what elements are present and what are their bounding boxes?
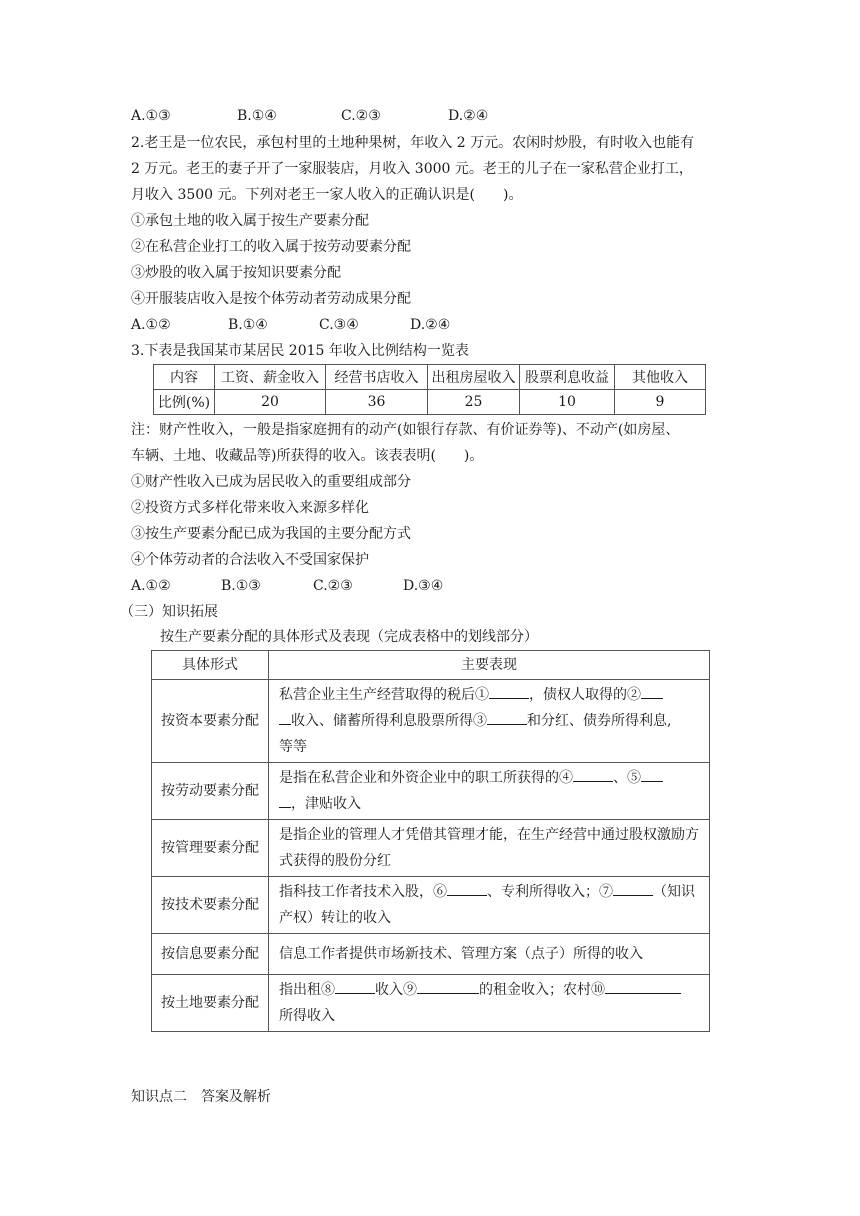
table-header-cell: 经营书店收入 bbox=[326, 365, 428, 390]
q3-options bbox=[131, 576, 443, 596]
description-cell: 是指企业的管理人才凭借其管理才能，在生产经营中通过股权激励方式获得的股份分红 bbox=[269, 820, 710, 877]
table-header-row bbox=[152, 651, 710, 680]
text-segment: 所得收入 bbox=[279, 1008, 335, 1024]
q3-title: 3.下表是我国某市某居民 2015 年收入比例结构一览表 bbox=[131, 343, 469, 359]
option: A.①② bbox=[131, 578, 171, 594]
table-header-cell: 工资、薪金收入 bbox=[215, 365, 326, 390]
q2-statement: ②在私营企业打工的收入属于按劳动要素分配 bbox=[131, 239, 411, 255]
blank-9 bbox=[417, 978, 479, 994]
table-row bbox=[152, 934, 710, 975]
description-cell bbox=[269, 877, 710, 934]
form-cell: 按管理要素分配 bbox=[152, 820, 269, 877]
text-segment: 、专利所得收入；⑦ bbox=[487, 884, 613, 900]
q2-statement: ③炒股的收入属于按知识要素分配 bbox=[131, 265, 341, 281]
blank-3 bbox=[487, 709, 527, 725]
option: C.③④ bbox=[319, 317, 359, 333]
blank-6 bbox=[447, 880, 487, 896]
description-cell bbox=[269, 975, 710, 1032]
form-cell: 按信息要素分配 bbox=[152, 934, 269, 975]
text-segment: 和分红、债券所得利息, bbox=[527, 713, 672, 729]
table-header-row bbox=[154, 365, 706, 390]
form-cell: 按劳动要素分配 bbox=[152, 763, 269, 820]
text-segment: 私营企业主生产经营取得的税后① bbox=[279, 687, 489, 703]
footer-heading: 知识点二 答案及解析 bbox=[131, 1089, 271, 1105]
table-row bbox=[152, 680, 710, 763]
table-header-cell: 股票利息收益 bbox=[520, 365, 615, 390]
form-cell: 按技术要素分配 bbox=[152, 877, 269, 934]
table-header-cell: 主要表现 bbox=[269, 651, 710, 680]
q2-line: 月收入 3500 元。下列对老王一家人收入的正确认识是( )。 bbox=[131, 187, 523, 203]
table-cell: 25 bbox=[428, 390, 520, 415]
form-cell: 按土地要素分配 bbox=[152, 975, 269, 1032]
description-cell bbox=[269, 680, 710, 763]
text-segment: 指科技工作者技术入股，⑥ bbox=[279, 884, 447, 900]
table-cell: 10 bbox=[520, 390, 615, 415]
table-header-cell: 具体形式 bbox=[152, 651, 269, 680]
text-segment: 指出租⑧ bbox=[279, 982, 335, 998]
section-heading: （三）知识拓展 bbox=[120, 604, 218, 620]
text-segment: 收入、储蓄所得利息股票所得③ bbox=[291, 713, 487, 729]
text-segment: （知识产权）转让的收入 bbox=[279, 884, 695, 926]
option: B.①③ bbox=[221, 578, 261, 594]
q3-statement: ①财产性收入已成为居民收入的重要组成部分 bbox=[131, 474, 411, 490]
table-header-cell: 其他收入 bbox=[615, 365, 706, 390]
q2-statement: ④开服装店收入是按个体劳动者劳动成果分配 bbox=[131, 291, 411, 307]
option: C.②③ bbox=[341, 108, 381, 124]
option: A.①③ bbox=[131, 108, 171, 124]
q2-line: 2 万元。老王的妻子开了一家服装店，月收入 3000 元。老王的儿子在一家私营企业打工， bbox=[131, 161, 693, 177]
option: D.③④ bbox=[403, 578, 444, 594]
q3-statement: ②投资方式多样化带来收入来源多样化 bbox=[131, 500, 369, 516]
table-cell: 9 bbox=[615, 390, 706, 415]
text-segment: 是指在私营企业和外资企业中的职工所获得的④ bbox=[279, 770, 573, 786]
section-subtitle: 按生产要素分配的具体形式及表现（完成表格中的划线部分） bbox=[160, 629, 538, 645]
income-ratio-table bbox=[153, 364, 706, 415]
description-cell: 信息工作者提供市场新技术、管理方案（点子）所得的收入 bbox=[269, 934, 710, 975]
text-segment: 等等 bbox=[279, 739, 307, 755]
factor-distribution-table bbox=[151, 650, 710, 1032]
q3-statement: ③按生产要素分配已成为我国的主要分配方式 bbox=[131, 526, 411, 542]
table-row bbox=[152, 877, 710, 934]
table-header-cell: 内容 bbox=[154, 365, 215, 390]
option: D.②④ bbox=[410, 317, 451, 333]
option: B.①④ bbox=[228, 317, 268, 333]
option: C.②③ bbox=[313, 578, 353, 594]
option: B.①④ bbox=[237, 108, 277, 124]
table-header-cell: 出租房屋收入 bbox=[428, 365, 520, 390]
text-segment: 收入⑨ bbox=[375, 982, 417, 998]
q3-note: 注：财产性收入，一般是指家庭拥有的动产(如银行存款、有价证券等)、不动产(如房屋、 bbox=[131, 422, 680, 438]
blank-5 bbox=[641, 766, 663, 782]
option: D.②④ bbox=[448, 108, 489, 124]
table-row bbox=[154, 390, 706, 415]
q3-note: 车辆、土地、收藏品等)所获得的收入。该表表明( )。 bbox=[131, 448, 484, 464]
blank-1 bbox=[489, 683, 529, 699]
blank-8 bbox=[335, 978, 375, 994]
q2-line: 2.老王是一位农民，承包村里的土地种果树，年收入 2 万元。农闲时炒股，有时收入也能有 bbox=[131, 135, 695, 151]
q2-statement: ①承包土地的收入属于按生产要素分配 bbox=[131, 213, 369, 229]
text-segment: 的租金收入；农村⑩ bbox=[479, 982, 605, 998]
blank-2 bbox=[641, 683, 663, 699]
blank-2-cont bbox=[279, 709, 291, 725]
blank-4 bbox=[573, 766, 613, 782]
blank-5-cont bbox=[279, 792, 291, 808]
text-segment: 、⑤ bbox=[613, 770, 641, 786]
table-row bbox=[152, 975, 710, 1032]
q3-statement: ④个体劳动者的合法收入不受国家保护 bbox=[131, 552, 369, 568]
q1-options bbox=[131, 106, 488, 126]
text-segment: ，债权人取得的② bbox=[529, 687, 641, 703]
table-cell: 比例(%) bbox=[154, 390, 215, 415]
q2-options bbox=[131, 315, 450, 335]
blank-10 bbox=[605, 978, 681, 994]
table-row bbox=[152, 763, 710, 820]
table-cell: 36 bbox=[326, 390, 428, 415]
table-row bbox=[152, 820, 710, 877]
blank-7 bbox=[613, 880, 653, 896]
option: A.①② bbox=[131, 317, 171, 333]
description-cell bbox=[269, 763, 710, 820]
text-segment: ，津贴收入 bbox=[291, 796, 361, 812]
table-cell: 20 bbox=[215, 390, 326, 415]
form-cell: 按资本要素分配 bbox=[152, 680, 269, 763]
